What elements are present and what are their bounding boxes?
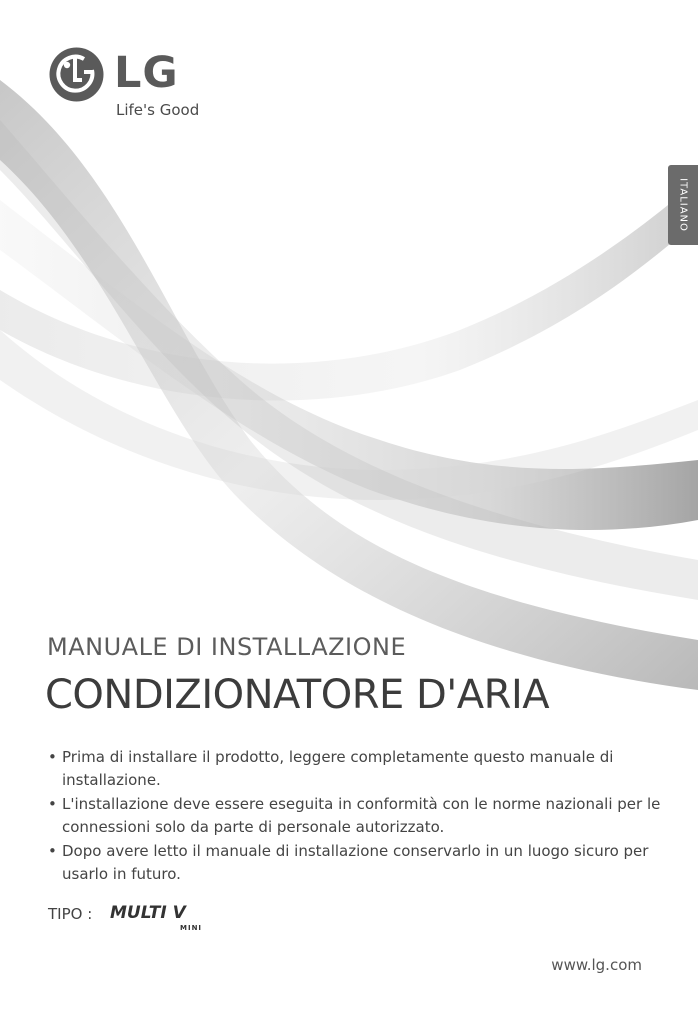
language-tab-label: ITALIANO: [677, 178, 689, 232]
installation-notes-list: [48, 746, 668, 887]
note-item: • Prima di installare il prodotto, leggere completamente questo manuale di installazione.: [48, 746, 668, 792]
note-item: • L'installazione deve essere eseguita in conformità con le norme nazionali per le connessioni solo da parte di personale autorizzato.: [48, 793, 668, 839]
multi-v-mini-logo: [110, 901, 222, 933]
model-logo-main: MULTI V: [110, 903, 186, 923]
website-url: www.lg.com: [551, 956, 642, 974]
lg-wordmark: LG: [114, 48, 179, 98]
document-title: CONDIZIONATORE D'ARIA: [45, 672, 550, 718]
brand-slogan: Life's Good: [116, 101, 200, 119]
document-subtitle: MANUALE DI INSTALLAZIONE: [47, 633, 407, 661]
lg-logo: [48, 46, 218, 126]
note-item: • Dopo avere letto il manuale di installazione conservarlo in un luogo sicuro per usarlo in futuro.: [48, 840, 668, 886]
lg-face-icon: [48, 46, 105, 103]
language-tab: [668, 165, 698, 245]
tipo-label: TIPO :: [48, 905, 93, 923]
model-logo-sub: MINI: [180, 924, 203, 932]
